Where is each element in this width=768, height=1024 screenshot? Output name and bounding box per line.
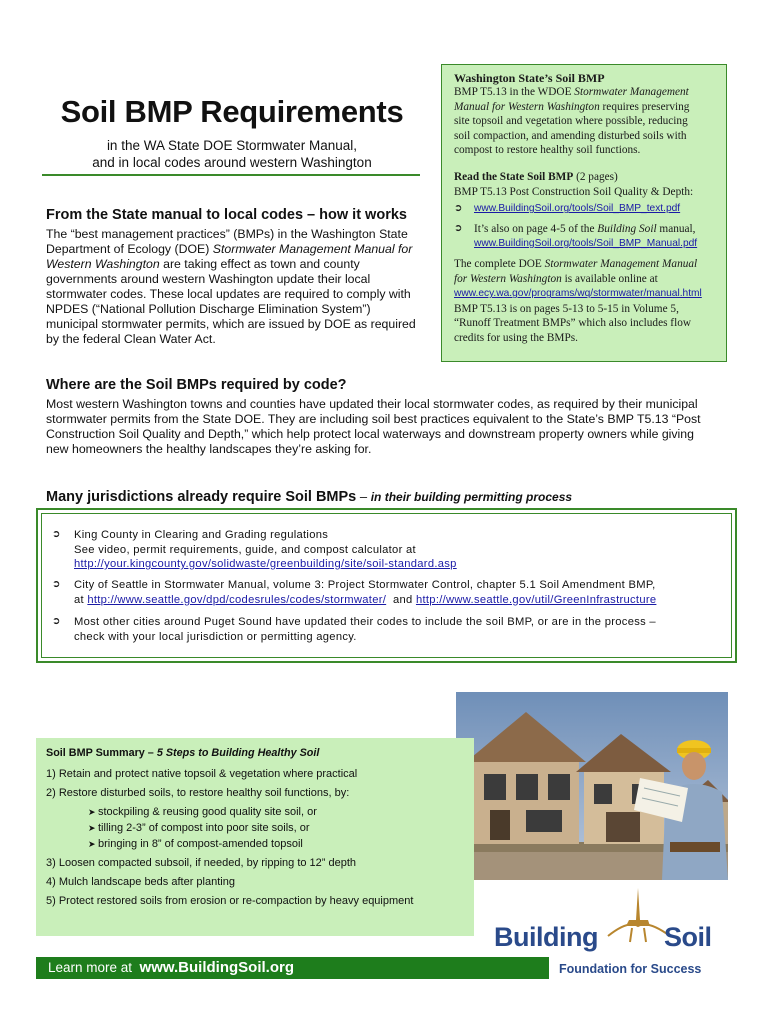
logo-text-soil: Soil bbox=[664, 922, 712, 952]
body-line: new homeowners the healthy landscapes they’re asking for. bbox=[46, 442, 372, 456]
body-line: governments around western Washington update their local bbox=[46, 272, 371, 286]
jurisdiction-item-other-cities bbox=[52, 615, 725, 644]
summary-step-3: 3) Loosen compacted subsoil, if needed, by ripping to 12” depth bbox=[46, 857, 357, 869]
sidebar-bullet: ➲ It’s also on page 4-5 of the Building Soil manual, www.BuildingSoil.org/tools/Soil_BMP_Manual.pdf bbox=[454, 222, 714, 252]
summary-substep: ➤ stockpiling & reusing good quality site soil, or bbox=[88, 806, 317, 818]
arrowhead-bullet-icon: ➤ bbox=[88, 823, 96, 833]
ecology-manual-link[interactable]: www.ecy.wa.gov/programs/wq/stormwater/manual.html bbox=[454, 288, 702, 300]
section-where-required-body bbox=[46, 397, 746, 457]
body-line: Western Washington are taking effect as town and county bbox=[46, 257, 360, 271]
body-line: Department of Ecology (DOE) Stormwater Management Manual for bbox=[46, 242, 413, 256]
sidebar-paragraph: BMP T5.13 in the WDOE Stormwater Management Manual for Western Washington requires preserving site topsoil and vegetation where possible, reducing soil compaction, and amending disturbed soils with compost to restore healthy soil functions. bbox=[454, 86, 690, 157]
body-line: by the federal Clean Water Act. bbox=[46, 332, 216, 346]
section-heading-how-it-works: From the State manual to local codes – how it works bbox=[46, 207, 407, 223]
summary-step-2: 2) Restore disturbed soils, to restore healthy soil functions, by: bbox=[46, 787, 350, 799]
item-line: King County in Clearing and Grading regulations bbox=[74, 529, 329, 541]
page-subtitle-line1: in the WA State DOE Stormwater Manual, bbox=[106, 138, 358, 153]
item-line: City of Seattle in Stormwater Manual, volume 3: Project Stormwater Control, chapter 5.1 Soil Amendment BMP, bbox=[74, 579, 656, 591]
body-line: municipal stormwater permits, which are issued by DOE as required bbox=[46, 317, 416, 331]
seattle-stormwater-link[interactable]: http://www.seattle.gov/dpd/codesrules/codes/stormwater/ bbox=[87, 593, 387, 606]
right-arrow-bullet-icon: ➲ bbox=[454, 203, 463, 215]
body-line: stormwater permits from the State DOE. They are including soil best practices equivalent to the State’s BMP T5.13 “Post bbox=[46, 412, 701, 426]
sidebar-bullet bbox=[454, 202, 714, 216]
soil-bmp-text-link[interactable]: www.BuildingSoil.org/tools/Soil_BMP_text.pdf bbox=[474, 203, 681, 215]
summary-substep: ➤ bringing in 8” of compost-amended topsoil bbox=[88, 838, 303, 850]
summary-step-4: 4) Mulch landscape beds after planting bbox=[46, 876, 235, 888]
section-heading-jurisdictions: Many jurisdictions already require Soil BMPs – in their building permitting process bbox=[46, 489, 573, 505]
sidebar-read-heading: Read the State Soil BMP (2 pages) bbox=[454, 171, 618, 184]
soil-bmp-manual-link[interactable]: www.BuildingSoil.org/tools/Soil_BMP_Manual.pdf bbox=[474, 238, 698, 250]
sidebar-paragraph: The complete DOE Stormwater Management Manual for Western Washington is available online at www.ecy.wa.gov/programs/wq/stormwater/manual.html BMP T5.13 is on pages 5-13 to 5-15 in Volume 5, “Runoff Treatment BMPs” which also includes flow credits for using the BMPs. bbox=[454, 258, 702, 344]
sidebar-heading: Washington State’s Soil BMP bbox=[454, 71, 605, 85]
title-divider bbox=[42, 174, 420, 176]
body-line: The “best management practices” (BMPs) in the Washington State bbox=[46, 227, 408, 241]
body-line: NPDES (“National Pollution Discharge Elimination System”) bbox=[46, 302, 371, 316]
soil-bmp-summary-box bbox=[36, 738, 474, 936]
arrowhead-bullet-icon: ➤ bbox=[88, 839, 96, 849]
right-arrow-bullet-icon: ➲ bbox=[52, 579, 61, 590]
sidebar-read-line: BMP T5.13 Post Construction Soil Quality & Depth: bbox=[454, 185, 694, 198]
summary-heading: Soil BMP Summary – 5 Steps to Building Healthy Soil bbox=[46, 747, 320, 759]
jurisdictions-box bbox=[36, 508, 737, 663]
seattle-green-infrastructure-link[interactable]: http://www.seattle.gov/util/GreenInfrastructure bbox=[415, 593, 657, 606]
right-arrow-bullet-icon: ➲ bbox=[52, 616, 61, 627]
right-arrow-bullet-icon: ➲ bbox=[454, 222, 463, 234]
jurisdiction-item-seattle bbox=[52, 578, 725, 607]
arrowhead-bullet-icon: ➤ bbox=[88, 807, 96, 817]
jurisdiction-item-king-county bbox=[52, 528, 725, 572]
section-heading-where-required: Where are the Soil BMPs required by code? bbox=[46, 377, 347, 393]
item-line: See video, permit requirements, guide, and compost calculator at bbox=[74, 543, 416, 556]
construction-worker-photo bbox=[456, 692, 728, 880]
page-title: Soil BMP Requirements bbox=[60, 94, 404, 129]
summary-step-5: 5) Protect restored soils from erosion or re-compaction by heavy equipment bbox=[46, 895, 414, 907]
state-soil-bmp-sidebar bbox=[441, 64, 727, 362]
learn-more-bar: Learn more at www.BuildingSoil.org bbox=[36, 957, 549, 979]
king-county-soil-link[interactable]: http://your.kingcounty.gov/solidwaste/greenbuilding/site/soil-standard.asp bbox=[74, 558, 457, 570]
body-line: Construction Soil Quality and Depth,” which help protect local waterways and downstream property owners while giving bbox=[46, 427, 694, 441]
buildingsoil-url-link[interactable]: www.BuildingSoil.org bbox=[139, 959, 294, 976]
right-arrow-bullet-icon: ➲ bbox=[52, 529, 61, 540]
body-line: Most western Washington towns and counties have updated their local stormwater codes, as required by their municipal bbox=[46, 397, 698, 411]
jurisdictions-box-inner bbox=[41, 513, 732, 658]
section-how-it-works-body bbox=[46, 227, 436, 347]
page-subtitle-line2: and in local codes around western Washington bbox=[92, 155, 372, 170]
item-line: at http://www.seattle.gov/dpd/codesrules/codes/stormwater/ and http://www.seattle.gov/util/GreenInfrastructure bbox=[74, 593, 657, 606]
logo-tagline: Foundation for Success bbox=[559, 962, 702, 976]
summary-substep: ➤ tilling 2-3” of compost into poor site soils, or bbox=[88, 822, 310, 834]
item-line: check with your local jurisdiction or permitting agency. bbox=[74, 630, 357, 643]
logo-text-building: Building bbox=[494, 922, 598, 952]
item-line: Most other cities around Puget Sound have updated their codes to include the soil BMP, or are in the process – bbox=[74, 616, 656, 628]
body-line: stormwater codes. These local updates are required to comply with bbox=[46, 287, 411, 301]
summary-step-1: 1) Retain and protect native topsoil & vegetation where practical bbox=[46, 768, 358, 780]
